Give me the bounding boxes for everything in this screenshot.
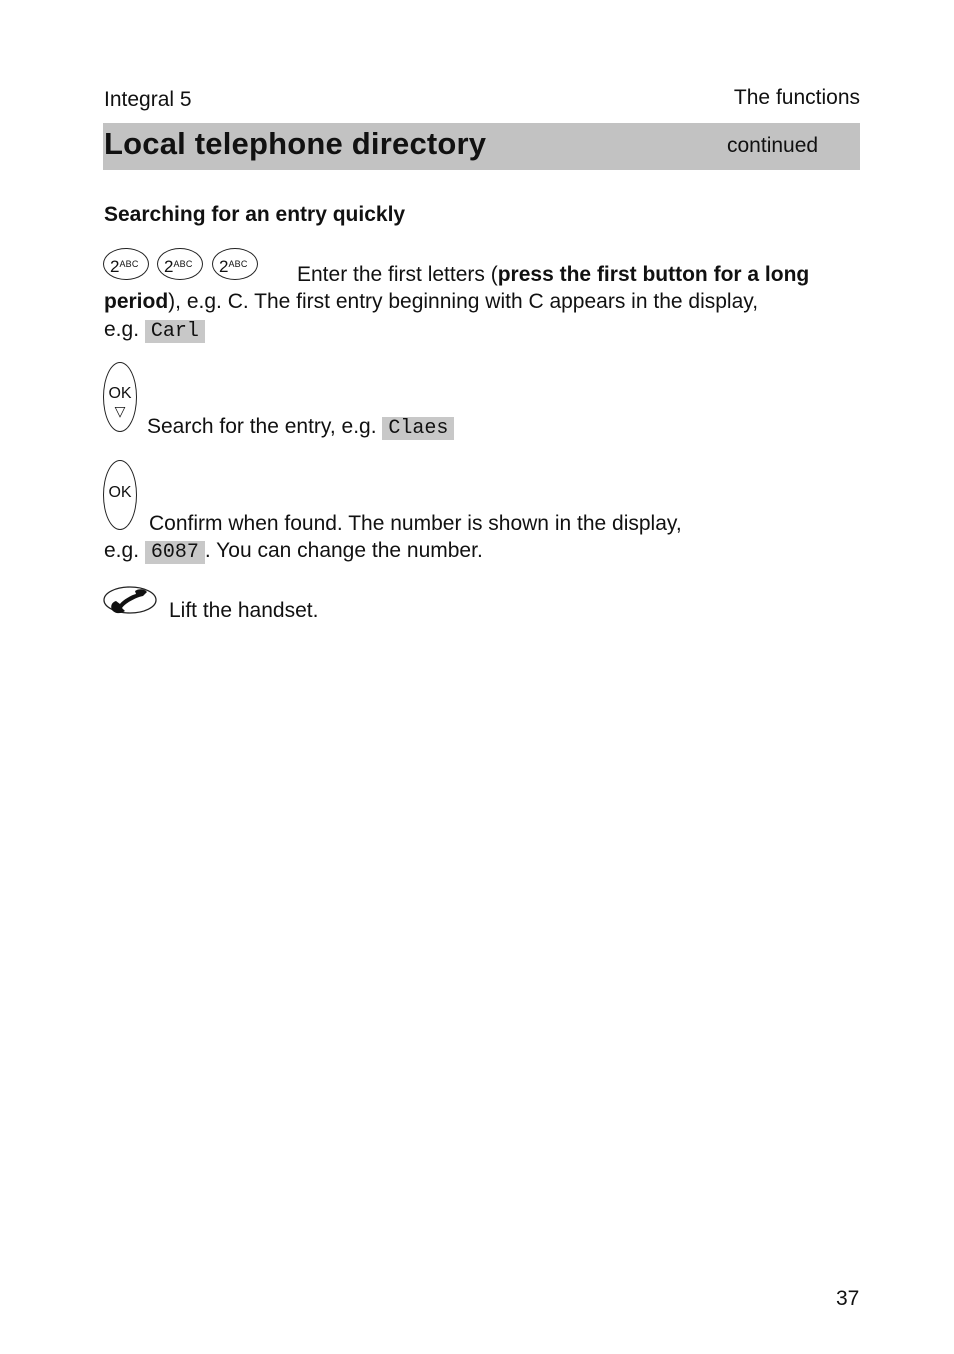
step1-line2: period), e.g. C. The first entry beginning with C appears in the display, (104, 290, 759, 313)
step3-line2: e.g. 6087 . You can change the number. (104, 539, 483, 564)
handset-icon (103, 585, 159, 619)
step3-line1: Confirm when found. The number is shown in the display, (149, 512, 682, 535)
display-text: Claes (382, 417, 454, 440)
ok-key-icon: OK (103, 460, 137, 530)
display-text: 6087 (145, 541, 205, 564)
page-title: Local telephone directory (104, 126, 487, 161)
step1-bold-part1: press the first button for a long (497, 263, 810, 286)
key-2-icon: $2^{ABC}$ (157, 248, 203, 280)
display-text: Carl (145, 320, 205, 343)
ok-down-key-icon: OK ▽ (103, 362, 137, 432)
header-product: Integral 5 (104, 88, 192, 111)
section-title: Searching for an entry quickly (104, 203, 406, 226)
page-number: 37 (836, 1287, 860, 1310)
step1-bold-part2: period (104, 290, 169, 313)
step4-text: Lift the handset. (169, 599, 319, 622)
step2-text: Search for the entry, e.g. Claes (147, 413, 454, 442)
step1-line3: e.g. Carl (104, 316, 205, 345)
header-chapter: The functions (733, 86, 860, 109)
continued-label: continued (727, 134, 819, 157)
key-2-icon: $2^{ABC}$ (103, 248, 149, 280)
key-2-icon: $2^{ABC}$ (212, 248, 258, 280)
step1-line1: Enter the first letters (press the first button for a long (297, 263, 810, 286)
